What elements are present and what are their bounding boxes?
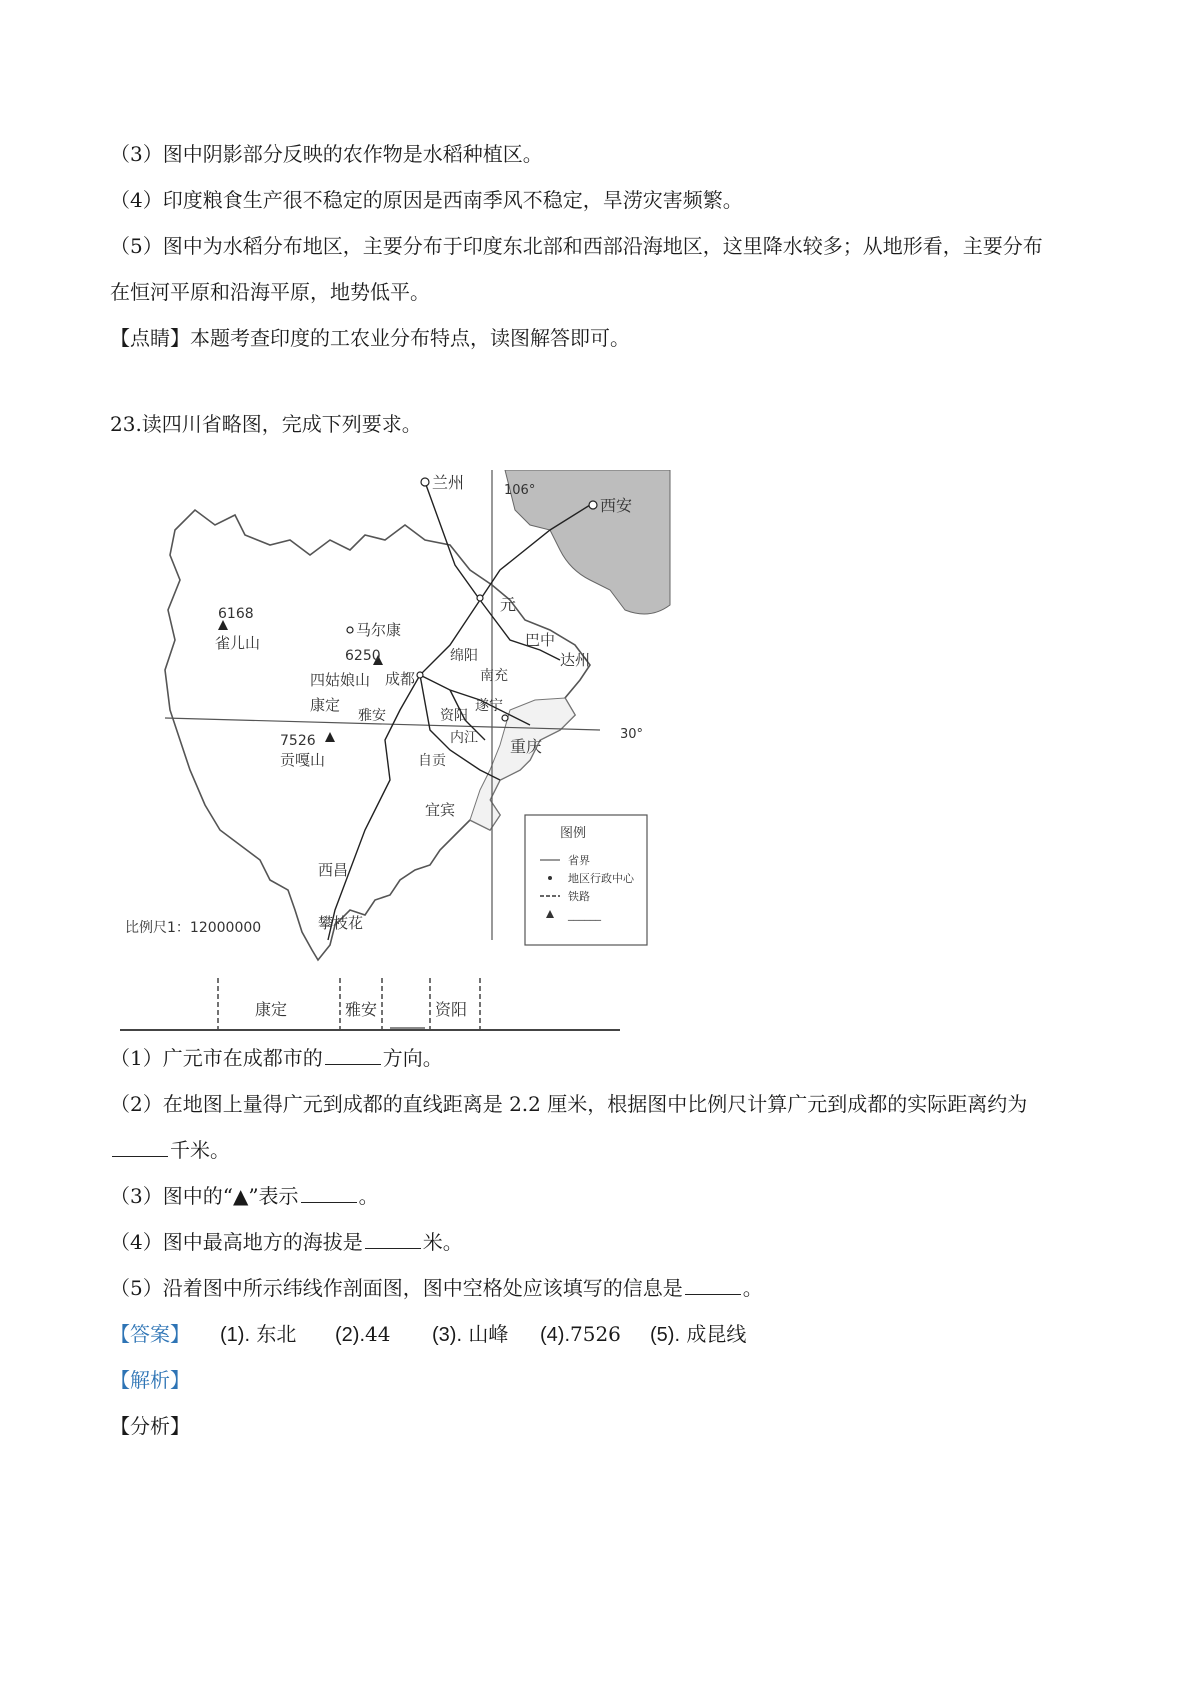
answer-item-5 [650, 1320, 746, 1349]
question-4 [110, 1228, 463, 1256]
label-lanzhou: 兰州 [432, 473, 465, 492]
label-106: 106° [504, 483, 536, 498]
question-stem: 23.读四川省略图，完成下列要求。 [110, 412, 422, 436]
question-3-post: 。 [358, 1184, 379, 1208]
label-peak2-name: 四姑娘山 [310, 671, 371, 689]
profile-label-ziyang: 资阳 [435, 1000, 468, 1019]
label-guangyuan: 元 [500, 595, 517, 614]
prev-answer-4: （4）印度粮食生产很不稳定的原因是西南季风不稳定，旱涝灾害频繁。 [110, 188, 743, 212]
legend-title: 图例 [560, 826, 587, 841]
prev-answer-3: （3）图中阴影部分反映的农作物是水稻种植区。 [110, 142, 543, 166]
answer-text-5: 成昆线 [686, 1322, 747, 1346]
fenxi-label: 【分析】 [110, 1414, 190, 1438]
jiexi-label: 【解析】 [110, 1368, 190, 1392]
answer-text-1: 东北 [256, 1322, 297, 1346]
map-svg [120, 470, 680, 1040]
question-2a: （2）在地图上量得广元到成都的直线距离是 2.2 厘米，根据图中比例尺计算广元到成都的实际距离约为 [110, 1092, 1028, 1116]
answer-text-2: 44 [365, 1322, 391, 1346]
question-1-post: 方向。 [382, 1046, 443, 1070]
answer-item-3 [432, 1320, 508, 1349]
answer-item-2 [335, 1320, 390, 1349]
question-4-pre: （4）图中最高地方的海拔是 [110, 1230, 363, 1254]
label-peak3-name: 贡嘎山 [280, 751, 326, 769]
answer-text-4: 7526 [570, 1322, 621, 1346]
answer-num-3: (3). [432, 1324, 462, 1346]
label-chengdu: 成都 [385, 670, 416, 688]
label-maerkang: 马尔康 [356, 621, 402, 639]
label-zigong: 自贡 [418, 753, 446, 769]
label-peak3-height: 7526 [280, 733, 316, 749]
label-30: 30° [620, 727, 644, 742]
answer-blank-4[interactable] [365, 1228, 421, 1249]
label-bazhong: 巴中 [525, 631, 556, 649]
prev-answer-5a: （5）图中为水稻分布地区，主要分布于印度东北部和西部沿海地区，这里降水较多；从地形看，主要分布 [110, 234, 1043, 258]
label-peak1-name: 雀儿山 [215, 634, 261, 652]
answer-item-1 [220, 1320, 296, 1349]
answer-blank-5[interactable] [685, 1274, 741, 1295]
dianjing-note: 【点睛】本题考查印度的工农业分布特点，读图解答即可。 [110, 326, 630, 350]
label-chongqing: 重庆 [510, 737, 543, 756]
question-2b [110, 1136, 230, 1164]
answer-num-1: (1). [220, 1324, 250, 1346]
label-suining: 遂宁 [475, 698, 503, 714]
answer-blank-3[interactable] [301, 1182, 357, 1203]
answer-num-4: (4). [540, 1324, 570, 1346]
profile-label-kangding: 康定 [255, 1000, 288, 1019]
label-peak2-height: 6250 [345, 648, 381, 664]
sichuan-map [120, 470, 680, 1040]
scale-label: 比例尺1：12000000 [125, 920, 262, 936]
answer-row [110, 1320, 1010, 1350]
answer-blank-1[interactable] [325, 1044, 381, 1065]
question-5 [110, 1274, 763, 1302]
question-4-post: 米。 [422, 1230, 463, 1254]
answer-item-4 [540, 1320, 621, 1349]
label-peak1-height: 6168 [218, 606, 254, 622]
label-ziyang: 资阳 [440, 708, 468, 724]
question-3-pre: （3）图中的“▲”表示 [110, 1184, 299, 1208]
question-2-post: 千米。 [170, 1138, 230, 1162]
label-xichang: 西昌 [318, 861, 349, 879]
legend-item-2: 地区行政中心 [568, 872, 634, 885]
legend-item-4: ______ [568, 908, 601, 921]
legend-item-1: 省界 [568, 854, 590, 867]
question-5-post: 。 [742, 1276, 763, 1300]
label-yibin: 宜宾 [425, 801, 456, 819]
label-xian: 西安 [600, 496, 633, 515]
legend-item-3: 铁路 [568, 890, 590, 903]
label-kangding: 康定 [310, 696, 341, 714]
question-1-pre: （1）广元市在成都市的 [110, 1046, 323, 1070]
answer-blank-2[interactable] [112, 1136, 168, 1157]
label-nanchong: 南充 [480, 668, 508, 684]
answer-text-3: 山峰 [468, 1322, 509, 1346]
prev-answer-5b: 在恒河平原和沿海平原，地势低平。 [110, 280, 430, 304]
label-panzhihua: 攀枝花 [318, 914, 364, 932]
question-5-pre: （5）沿着图中所示纬线作剖面图，图中空格处应该填写的信息是 [110, 1276, 683, 1300]
answer-num-5: (5). [650, 1324, 680, 1346]
answer-num-2: (2). [335, 1324, 365, 1346]
answer-label: 【答案】 [110, 1322, 190, 1346]
label-mianyang: 绵阳 [450, 648, 478, 664]
label-yaan: 雅安 [358, 708, 386, 724]
label-neijiang: 内江 [450, 730, 478, 746]
label-dazhou: 达州 [560, 651, 591, 669]
profile-strip [120, 978, 620, 1030]
question-1 [110, 1044, 443, 1072]
profile-label-yaan: 雅安 [345, 1000, 378, 1019]
question-3 [110, 1182, 379, 1210]
